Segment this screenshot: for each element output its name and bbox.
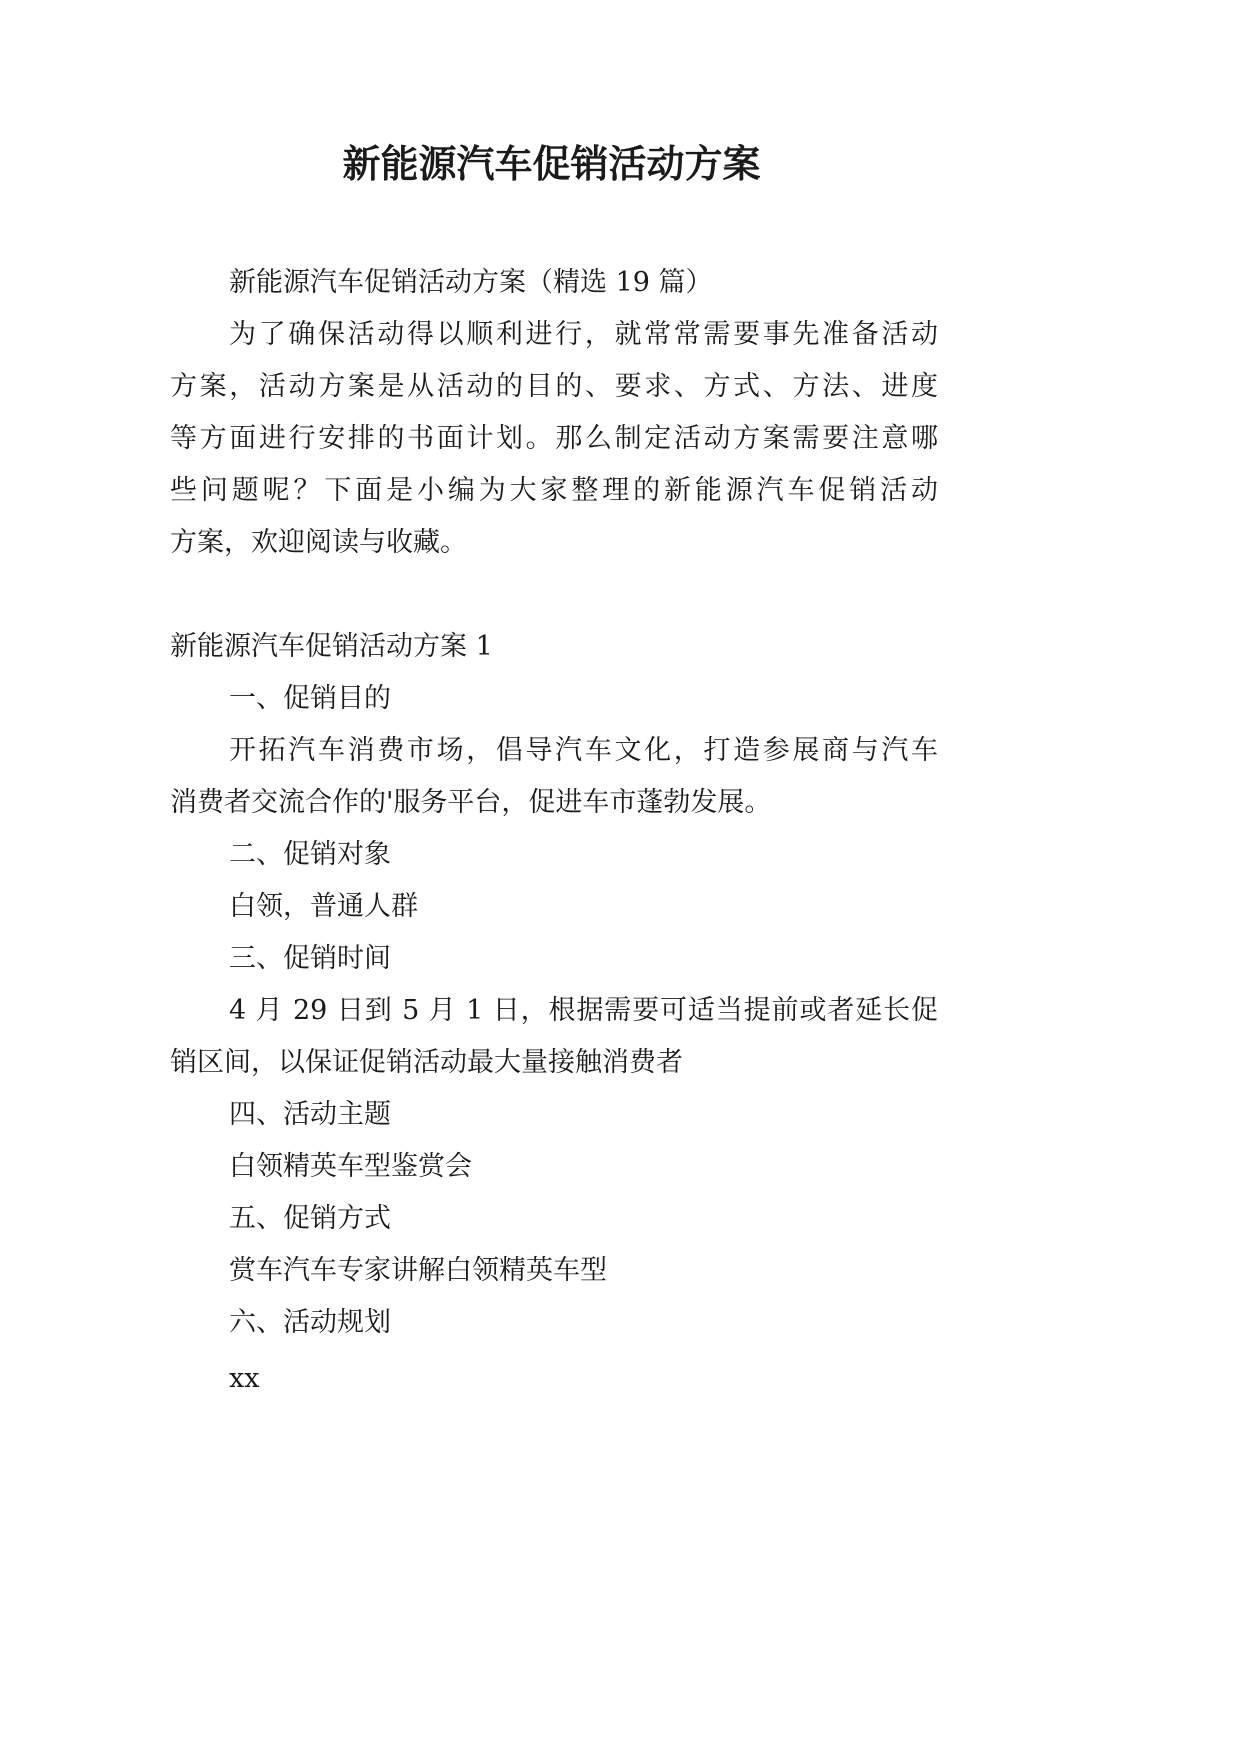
section-item-heading: 三、促销时间 [229,943,391,974]
section-item-text: 白领，普通人群 [229,891,418,922]
intro-paragraph-line: 些问题呢？下面是小编为大家整理的新能源汽车促销活动 [170,475,938,506]
section-item-heading: 五、促销方式 [229,1203,391,1234]
section-item-heading: 二、促销对象 [229,839,391,870]
section-item-text: 白领精英车型鉴赏会 [229,1151,472,1182]
section-item-text: 赏车汽车专家讲解白领精英车型 [229,1255,607,1286]
section-item-heading: 一、促销目的 [229,683,391,714]
intro-paragraph-line: 为了确保活动得以顺利进行，就常常需要事先准备活动 [229,319,938,350]
intro-subtitle: 新能源汽车促销活动方案（精选 19 篇） [229,267,713,298]
section-item-text: 4 月 29 日到 5 月 1 日，根据需要可适当提前或者延长促 [229,995,938,1026]
section-heading: 新能源汽车促销活动方案 1 [170,631,493,662]
section-item-text: xx [229,1363,260,1394]
intro-paragraph-line: 等方面进行安排的书面计划。那么制定活动方案需要注意哪 [170,423,938,454]
intro-paragraph-line: 方案，活动方案是从活动的目的、要求、方式、方法、进度 [170,371,938,402]
section-item-heading: 六、活动规划 [229,1307,391,1338]
intro-paragraph-line: 方案，欢迎阅读与收藏。 [170,527,467,558]
section-item-text: 销区间，以保证促销活动最大量接触消费者 [170,1047,683,1078]
section-item-text: 开拓汽车消费市场，倡导汽车文化，打造参展商与汽车 [229,735,938,766]
section-item-text: 消费者交流合作的'服务平台，促进车市蓬勃发展。 [170,787,772,818]
document-title: 新能源汽车促销活动方案 [342,141,761,186]
section-item-heading: 四、活动主题 [229,1099,391,1130]
